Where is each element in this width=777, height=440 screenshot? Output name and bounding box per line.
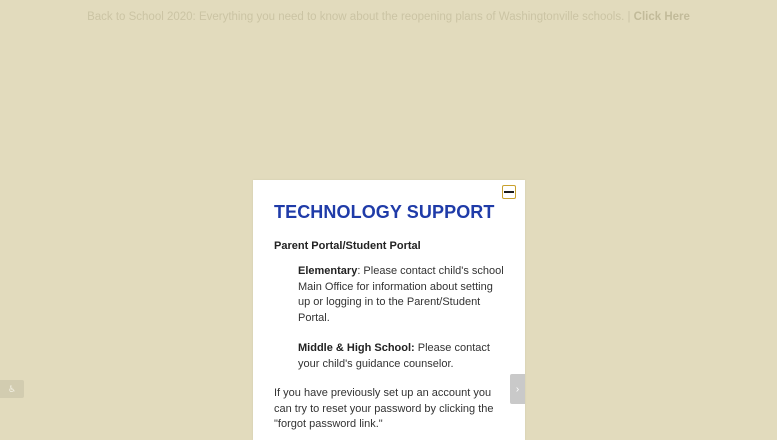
modal-title: TECHNOLOGY SUPPORT <box>274 202 495 222</box>
banner-text: Back to School 2020: Everything you need to know about the reopening plans of Washingtonville schools. | <box>87 11 634 23</box>
close-icon <box>504 191 514 193</box>
middle-high-text: Please contact your child's guidance counselor. <box>298 342 490 370</box>
next-slide-button[interactable] <box>510 374 525 404</box>
elementary-paragraph <box>298 264 505 326</box>
reset-password-paragraph: If you have previously set up an account you can try to reset your password by clicking the "forgot password link." <box>274 387 494 430</box>
portal-subheading: Parent Portal/Student Portal <box>274 240 421 252</box>
accessibility-button[interactable] <box>0 380 24 398</box>
elementary-text: : Please contact child's school Main Office for information about setting up or logging in to the Parent/Student Portal. <box>298 265 504 324</box>
middle-high-label: Middle & High School: <box>298 342 415 354</box>
close-button[interactable] <box>502 185 516 199</box>
accessibility-icon: ♿ <box>7 383 17 394</box>
middle-high-paragraph <box>298 341 505 372</box>
technology-support-modal <box>253 180 525 440</box>
announcement-banner <box>0 11 777 23</box>
banner-link[interactable]: Click Here <box>633 11 690 23</box>
chevron-right-icon: › <box>515 383 520 395</box>
elementary-label: Elementary <box>298 265 358 277</box>
